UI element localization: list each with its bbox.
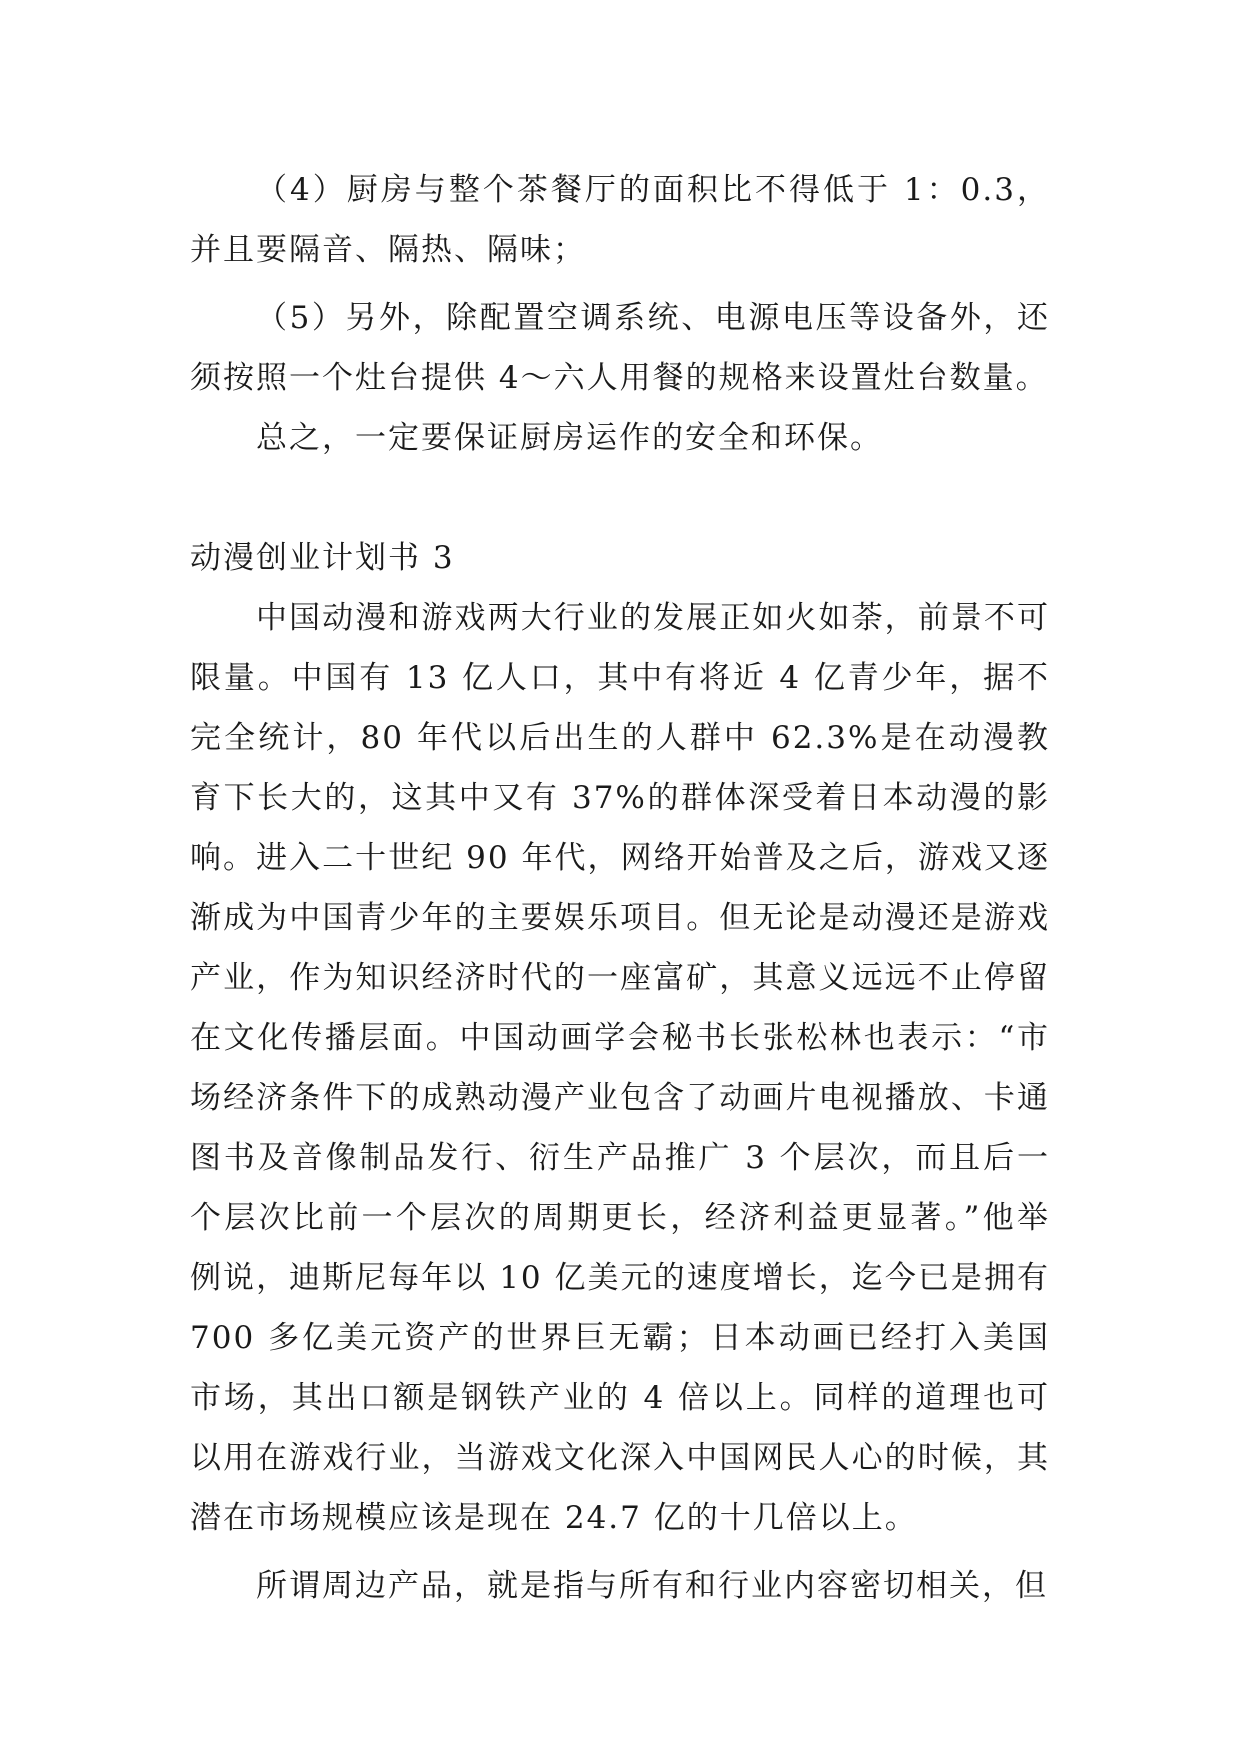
paragraph-kitchen-area: （4）厨房与整个茶餐厅的面积比不得低于 1：0.3，并且要隔音、隔热、隔味； xyxy=(190,172,1050,268)
paragraph-industry-overview: 中国动漫和游戏两大行业的发展正如火如荼，前景不可限量。中国有 13 亿人口，其中有将近 4 亿青少年，据不完全统计，80 年代以后出生的人群中 62.3%是在动漫教育下长大的，这其中又有 37%的群体深受着日本动漫的影响。进入二十世纪 90 年代，网络开始普及之后，游戏又逐渐成为中国青少年的主要娱乐项目。但无论是动漫还是游戏产业，作为知识经济时代的一座富矿，其意义远远不止停留在文化传播层面。中国动画学会秘书长张松林也表示：“市场经济条件下的成熟动漫产业包含了动画片电视播放、卡通图书及音像制品发行、衍生产品推广 3 个层次，而且后一个层次比前一个层次的周期更长，经济利益更显著。”他举例说，迪斯尼每年以 10 亿美元的速度增长，迄今已是拥有 700 多亿美元资产的世界巨无霸；日本动画已经打入美国市场，其出口额是钢铁产业的 4 倍以上。同样的道理也可以用在游戏行业，当游戏文化深入中国网民人心的时候，其潜在市场规模应该是现在 24.7 亿的十几倍以上。 xyxy=(190,600,1050,1536)
paragraph-peripheral-products: 所谓周边产品，就是指与所有和行业内容密切相关，但 xyxy=(256,1568,1048,1604)
document-body xyxy=(190,160,1050,1616)
paragraph-kitchen-summary: 总之，一定要保证厨房运作的安全和环保。 xyxy=(256,420,883,456)
paragraph-kitchen-equipment: （5）另外，除配置空调系统、电源电压等设备外，还须按照一个灶台提供 4～六人用餐的规格来设置灶台数量。 xyxy=(190,300,1050,396)
section-heading: 动漫创业计划书 3 xyxy=(190,540,455,576)
